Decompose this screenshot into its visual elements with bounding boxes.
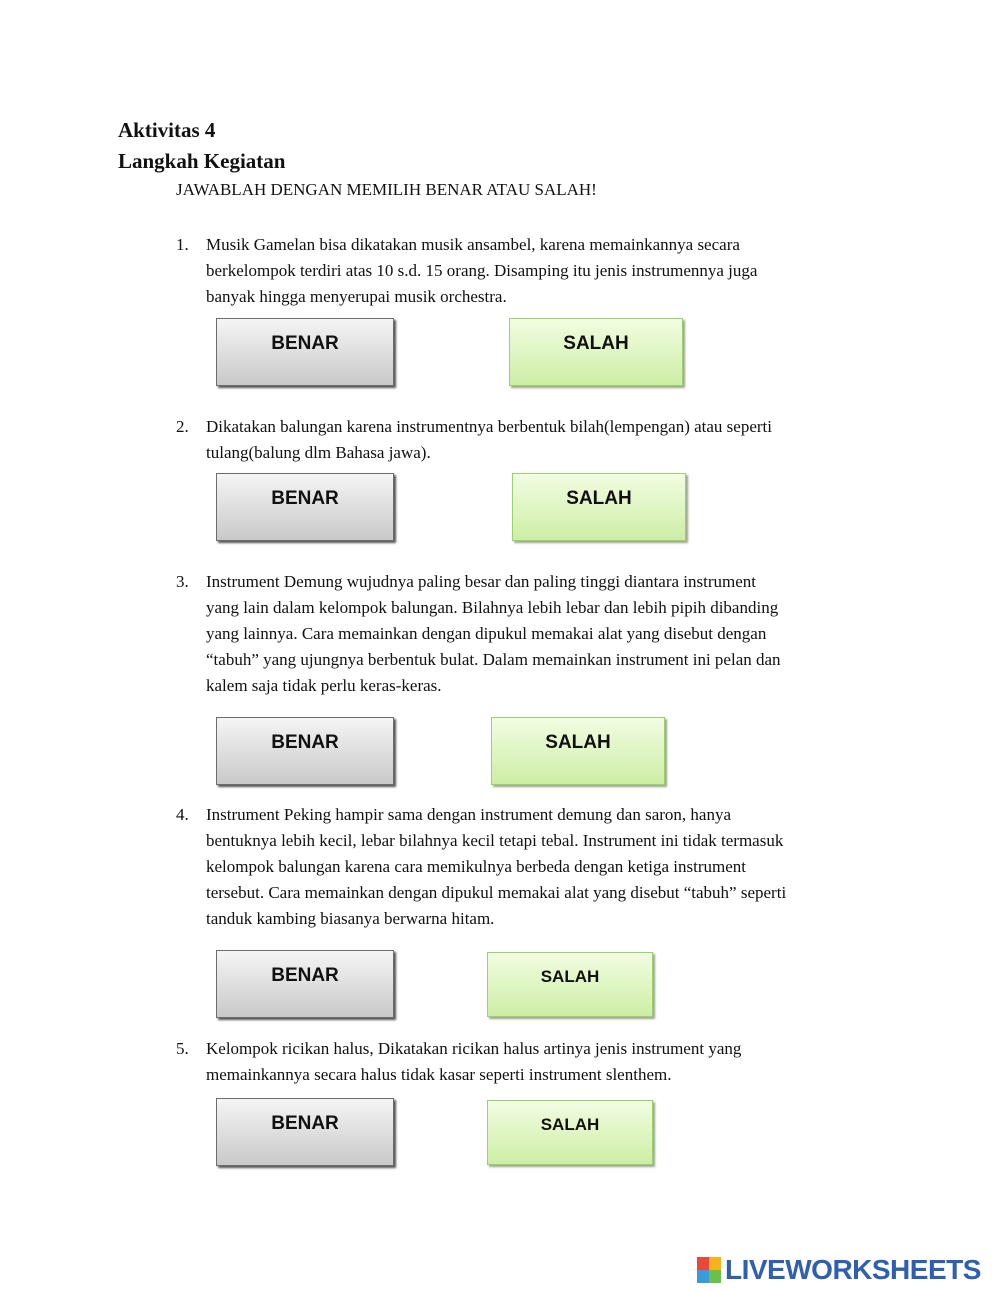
logo-text: LIVEWORKSHEETS xyxy=(725,1254,981,1285)
liveworksheets-logo xyxy=(697,1253,981,1287)
salah-button-5[interactable]: SALAH xyxy=(487,1100,653,1165)
instruction-text: JAWABLAH DENGAN MEMILIH BENAR ATAU SALAH! xyxy=(176,180,597,199)
question-text: Instrument Peking hampir sama dengan instrument demung dan saron, hanya bentuknya lebih kecil, lebar bilahnya kecil tetapi tebal. Instrument ini tidak termasuk kelompok balungan karena cara memikulnya berbeda dengan ketiga instrument tersebut. Cara memainkan dengan dipukul memakai alat yang disebut “tabuh” seperti tanduk kambing biasanya berwarna hitam. xyxy=(206,805,787,928)
question-3 xyxy=(176,569,876,699)
benar-button-5[interactable]: BENAR xyxy=(216,1098,394,1166)
question-text: Musik Gamelan bisa dikatakan musik ansambel, karena memainkannya secara berkelompok terdiri atas 10 s.d. 15 orang. Disamping itu jenis instrumennya juga banyak hingga menyerupai musik orchestra. xyxy=(206,235,758,306)
salah-button-4[interactable]: SALAH xyxy=(487,952,653,1017)
question-number: 2. xyxy=(176,417,189,436)
benar-button-4[interactable]: BENAR xyxy=(216,950,394,1018)
question-number: 1. xyxy=(176,235,189,254)
salah-button-3[interactable]: SALAH xyxy=(491,717,665,785)
section-title: Langkah Kegiatan xyxy=(118,149,286,173)
question-number: 4. xyxy=(176,805,189,824)
activity-title: Aktivitas 4 xyxy=(118,118,216,142)
question-5 xyxy=(176,1036,876,1088)
salah-button-2[interactable]: SALAH xyxy=(512,473,686,541)
question-number: 5. xyxy=(176,1039,189,1058)
liveworksheets-logo-icon xyxy=(697,1257,721,1283)
question-2 xyxy=(176,414,876,466)
benar-button-1[interactable]: BENAR xyxy=(216,318,394,386)
question-text: Kelompok ricikan halus, Dikatakan ricikan halus artinya jenis instrument yang memainkannya secara halus tidak kasar seperti instrument slenthem. xyxy=(206,1039,742,1084)
question-4 xyxy=(176,802,876,932)
question-text: Dikatakan balungan karena instrumentnya berbentuk bilah(lempengan) atau seperti tulang(balung dlm Bahasa jawa). xyxy=(206,417,772,462)
salah-button-1[interactable]: SALAH xyxy=(509,318,683,386)
question-number: 3. xyxy=(176,572,189,591)
benar-button-3[interactable]: BENAR xyxy=(216,717,394,785)
question-text: Instrument Demung wujudnya paling besar dan paling tinggi diantara instrument yang lain dalam kelompok balungan. Bilahnya lebih lebar dan lebih pipih dibanding yang lainnya. Cara memainkan dengan dipukul memakai alat yang disebut dengan “tabuh” yang ujungnya berbentuk bulat. Dalam memainkan instrument ini pelan dan kalem saja tidak perlu keras-keras. xyxy=(206,572,781,695)
question-1 xyxy=(176,232,876,310)
benar-button-2[interactable]: BENAR xyxy=(216,473,394,541)
